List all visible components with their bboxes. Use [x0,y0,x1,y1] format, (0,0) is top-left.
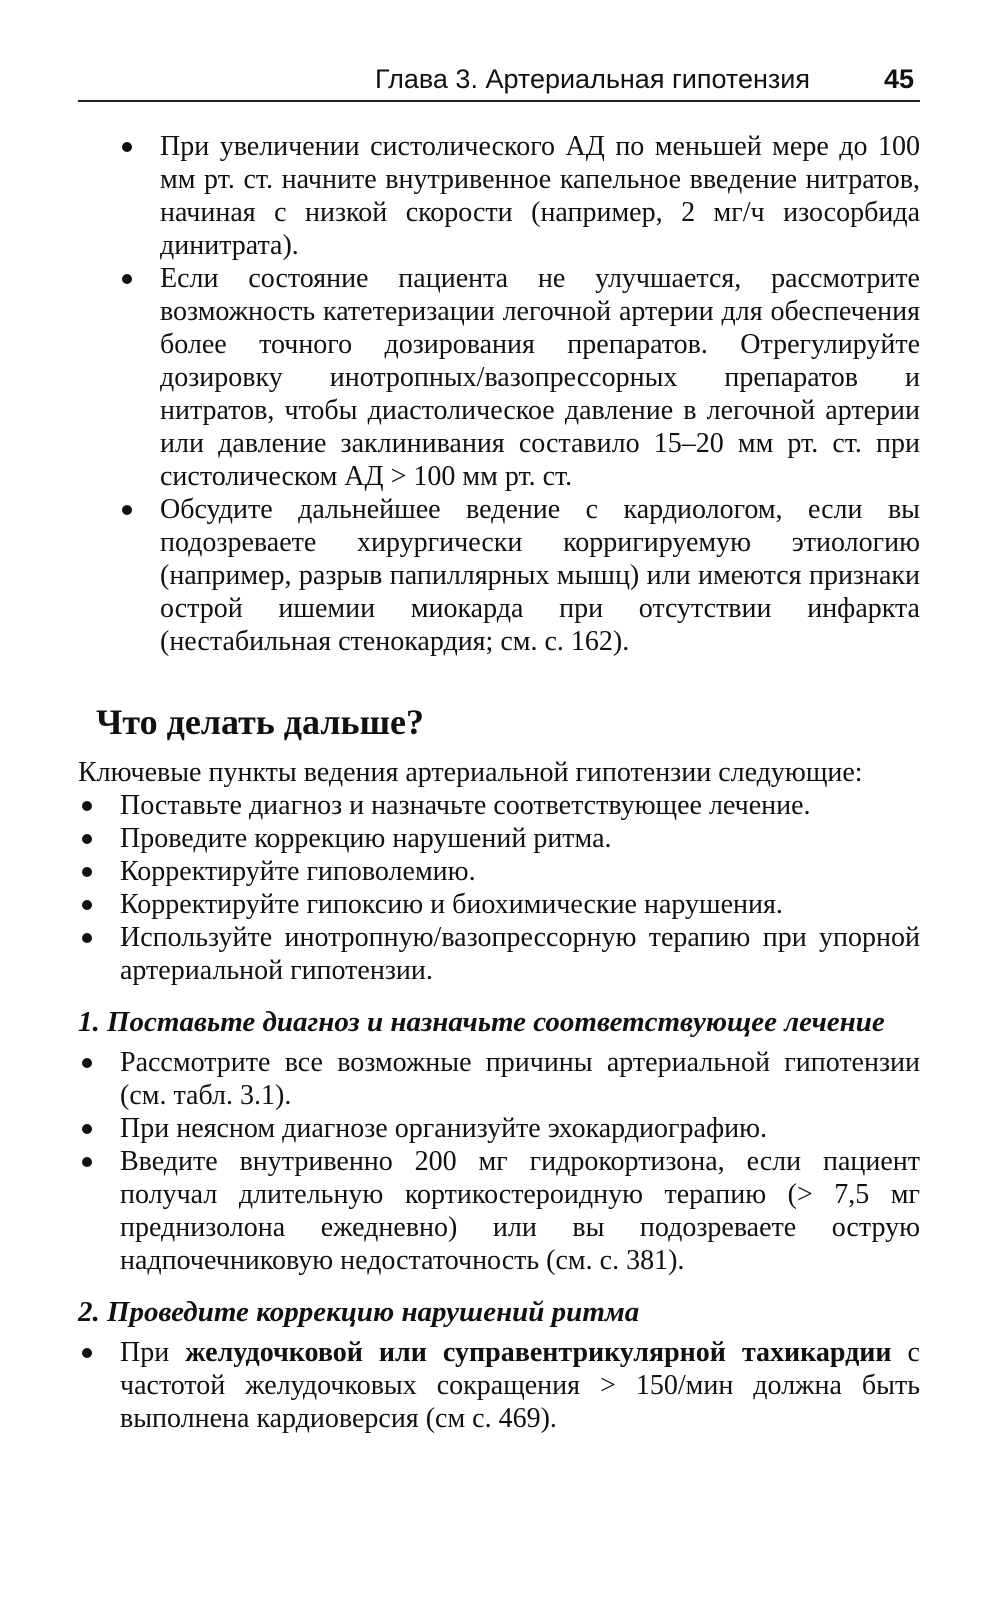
emphasized-term: желудочковой или суправентрикулярной тахикардии [185,1337,892,1368]
list-item-text: При увеличении систолического АД по меньшей мере до 100 мм рт. ст. начните внутривенное капельное введение нитратов, начиная с низкой скорости (например, 2 мг/ч изосорбида динитрата). [160,131,920,261]
subsection-1-heading: 1. Поставьте диагноз и назначьте соответствующее лечение [78,1006,885,1038]
section-heading: Что делать дальше? [96,702,424,742]
list-item [78,262,920,493]
subsection-2-heading: 2. Проведите коррекцию нарушений ритма [78,1296,640,1328]
list-item [78,493,920,658]
list-item [78,1336,920,1435]
top-bullet-list [78,130,920,658]
subsection-1-list [78,1046,920,1277]
bullet-icon [82,900,92,910]
list-item-text: Корректируйте гипоксию и биохимические нарушения. [120,889,783,920]
list-item [78,1046,920,1112]
subsection-2-list [78,1336,920,1435]
bullet-icon [122,142,132,152]
bullet-icon [82,834,92,844]
page-content [78,130,920,1435]
list-item-prefix: При [120,1337,186,1368]
section-intro: Ключевые пункты ведения артериальной гипотензии следующие: [78,757,863,788]
list-item-text: При неясном диагнозе организуйте эхокардиографию. [120,1113,767,1144]
list-item-text: Корректируйте гиповолемию. [120,856,476,887]
key-points-list [78,789,920,987]
bullet-icon [82,1058,92,1068]
bullet-icon [82,867,92,877]
list-item [78,789,920,822]
bullet-icon [82,801,92,811]
bullet-icon [82,1157,92,1167]
page-header [78,60,920,102]
list-item-suffix: с частотой желудочковых сокращения > 150/мин должна быть выполнена кардиоверсия (см с. 469). [120,1337,920,1434]
bullet-icon [82,1124,92,1134]
bullet-icon [122,274,132,284]
list-item [78,130,920,262]
bullet-icon [122,505,132,515]
list-item-text: Проведите коррекцию нарушений ритма. [120,823,612,854]
list-item-text: Если состояние пациента не улучшается, рассмотрите возможность катетеризации легочной артерии для обеспечения более точного дозирования препаратов. Отрегулируйте дозировку инотропных/вазопрессорных препаратов и нитратов, чтобы диастолическое давление в легочной артерии или давление заклинивания составило 15–20 мм рт. ст. при систолическом АД > 100 мм рт. ст. [160,263,920,492]
list-item-text: Поставьте диагноз и назначьте соответствующее лечение. [120,790,811,821]
bullet-icon [82,1348,92,1358]
list-item [78,822,920,855]
list-item-text: Обсудите дальнейшее ведение с кардиологом, если вы подозреваете хирургически корригируемую этиологию (например, разрыв папиллярных мышц) или имеются признаки острой ишемии миокарда при отсутствии инфаркта (нестабильная стенокардия; см. с. 162). [160,494,920,657]
list-item [78,1112,920,1145]
list-item-text: Используйте инотропную/вазопрессорную терапию при упорной артериальной гипотензии. [120,922,920,986]
list-item [78,855,920,888]
bullet-icon [82,933,92,943]
list-item [78,1145,920,1277]
list-item [78,888,920,921]
list-item [78,921,920,987]
page-number: 45 [883,64,914,94]
list-item-text: Рассмотрите все возможные причины артериальной гипотензии (см. табл. 3.1). [120,1047,920,1111]
running-title: Глава 3. Артериальная гипотензия [375,64,810,94]
list-item-text: Введите внутривенно 200 мг гидрокортизона, если пациент получал длительную кортикостероидную терапию (> 7,5 мг преднизолона ежедневно) или вы подозреваете острую надпочечниковую недостаточность (см. с. 381). [120,1146,920,1276]
